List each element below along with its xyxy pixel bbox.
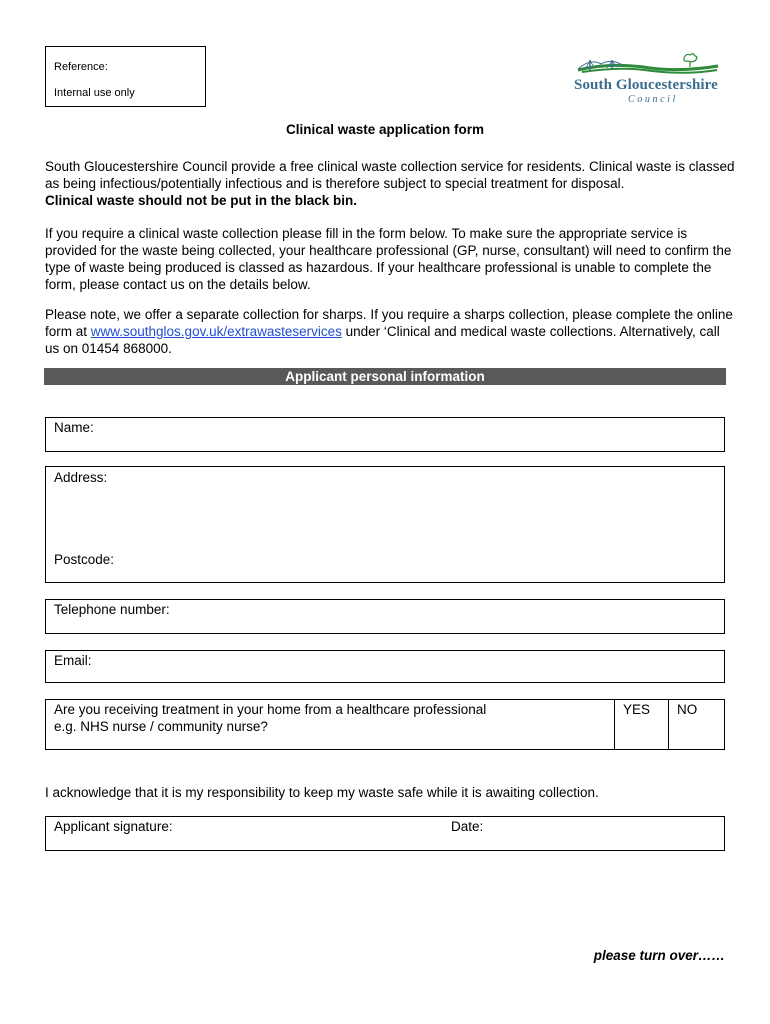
council-logo-name: South Gloucestershire xyxy=(574,77,718,93)
form-title: Clinical waste application form xyxy=(285,122,485,137)
intro-paragraph xyxy=(45,158,735,209)
bridge-icon xyxy=(572,52,724,78)
applicant-signature-label: Applicant signature: xyxy=(54,819,173,834)
name-label: Name: xyxy=(54,420,94,435)
postcode-label: Postcode: xyxy=(54,552,115,567)
email-label: Email: xyxy=(54,653,92,668)
internal-use-label: Internal use only xyxy=(54,87,135,99)
telephone-field[interactable] xyxy=(45,599,725,634)
column-divider xyxy=(614,700,615,749)
no-option[interactable]: NO xyxy=(677,702,698,717)
address-label: Address: xyxy=(54,470,108,485)
email-field[interactable] xyxy=(45,650,725,683)
requirement-paragraph: If you require a clinical waste collection please fill in the form below. To make sure the appropriate service is provided for the waste being collected, your healthcare professional (GP, nurse, consultant) will need to confirm the type of waste being produced is classed as hazardous. If your healthcare professional is unable to complete the form, please contact us on the details below. xyxy=(45,226,732,292)
reference-box xyxy=(45,46,206,107)
telephone-label: Telephone number: xyxy=(54,602,170,617)
sharps-text-after: under ‘Clinical and medical waste collections. Alternatively, call us on 01454 868000. xyxy=(45,324,720,356)
extra-waste-services-link[interactable]: www.southglos.gov.uk/extrawasteservices xyxy=(90,324,342,339)
sharps-paragraph xyxy=(45,306,735,357)
name-field[interactable] xyxy=(45,417,725,452)
reference-label: Reference: xyxy=(54,61,108,73)
signature-row[interactable] xyxy=(45,816,725,851)
please-turn-over: please turn over…… xyxy=(593,948,725,963)
column-divider xyxy=(668,700,669,749)
section-header-applicant: Applicant personal information xyxy=(44,368,726,385)
acknowledgement-text: I acknowledge that it is my responsibility to keep my waste safe while it is awaiting collection. xyxy=(45,785,599,800)
intro-warning: Clinical waste should not be put in the black bin. xyxy=(45,193,358,208)
sharps-text-before: Please note, we offer a separate collection for sharps. If you require a sharps collection, please complete the online form at xyxy=(45,307,733,339)
address-field[interactable] xyxy=(45,466,725,583)
treatment-question-line2: e.g. NHS nurse / community nurse? xyxy=(54,719,268,734)
home-treatment-question xyxy=(45,699,725,750)
treatment-question-line1: Are you receiving treatment in your home from a healthcare professional xyxy=(54,702,487,717)
date-label: Date: xyxy=(451,819,484,834)
intro-text: South Gloucestershire Council provide a free clinical waste collection service for residents. Clinical waste is classed as being infectious/potentially infectious and is therefore subject to special treatment for disposal. xyxy=(45,159,735,191)
council-logo-subtitle: Council xyxy=(628,94,678,105)
yes-option[interactable]: YES xyxy=(623,702,651,717)
council-logo xyxy=(572,52,724,105)
